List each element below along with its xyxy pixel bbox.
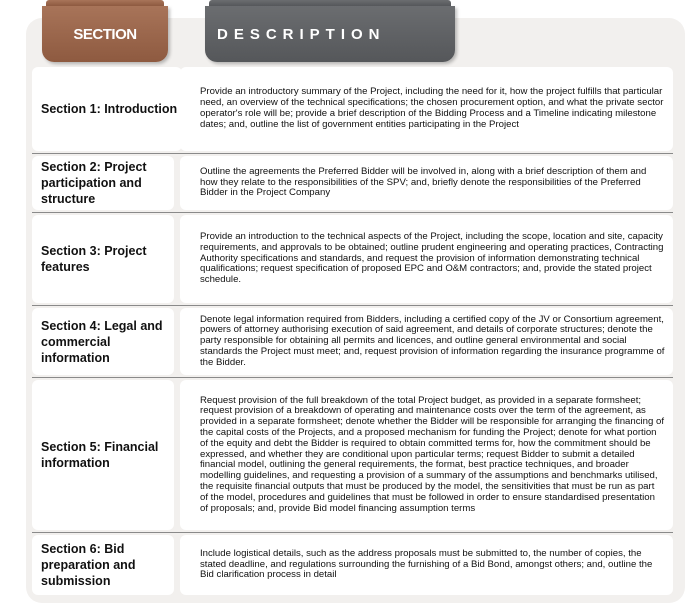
description-cell: Outline the agreements the Preferred Bidder will be involved in, along with a brief description of them and how they relate to the responsibilities of the SPV; and, briefly denote the responsibilities of the Preferred Bidder in the Project Company bbox=[180, 156, 673, 210]
description-cell: Request provision of the full breakdown of the total Project budget, as provided in a separate formsheet; request provision of a breakdown of operating and maintenance costs over the term of the agreement, as provided in a separate formsheet; denote whether the Bidder will be responsible for arranging the financing of the capital costs of the Projects, and a proposed mechanism for funding the Project; denote for what portion of the equity and debt the Bidder is required to obtain committed terms for, how the commitment should be expressed, and whether they are conditional upon particular terms; request Bidder to submit a detailed financial model, outlining the general requirements, the format, best practice techniques, and broader modelling guidelines, and requesting a provision of a summary of the assumptions and benchmarks utilised, the requisite financial outputs that must be produced by the model, the sensitivities that must be run as part of the model, procedures and guidelines that must be followed in order to ensure standardised presentation of proposals; and, provide Bid model financing assumption terms bbox=[180, 380, 673, 530]
row-divider bbox=[32, 212, 673, 213]
section-cell: Section 4: Legal and commercial information bbox=[32, 308, 174, 375]
section-cell: Section 2: Project participation and structure bbox=[32, 156, 174, 210]
description-cell: Provide an introduction to the technical aspects of the Project, including the scope, location and site, capacity requirements, and approvals to be obtained; outline prudent engineering and operating practices, Contracting Authority specifications and standards, and request the provision of information demonstrating technical qualifications; request specification of proposed EPC and O&M contractors; and, provide the stated project schedule. bbox=[180, 215, 673, 303]
row-divider bbox=[32, 305, 673, 306]
row-divider bbox=[32, 377, 673, 378]
description-cell: Denote legal information required from Bidders, including a certified copy of the JV or Consortium agreement, powers of attorney authorising execution of said agreement, and details of corporate structures; denote the party responsible for obtaining all permits and licences, and outline general environmental and social standards the Project must meet; and, request provision of information regarding the insurance programme of the Bidder. bbox=[180, 308, 673, 375]
description-cell: Include logistical details, such as the address proposals must be submitted to, the number of copies, the stated deadline, and regulations surrounding the furnishing of a Bid Bond, amongst others; and, outline the Bid clarification process in detail bbox=[180, 535, 673, 595]
description-header-tab: DESCRIPTION bbox=[205, 6, 455, 62]
section-cell: Section 6: Bid preparation and submission bbox=[32, 535, 174, 595]
table-row bbox=[32, 535, 673, 595]
section-cell: Section 5: Financial information bbox=[32, 380, 174, 530]
table-row bbox=[32, 215, 673, 303]
section-cell: Section 3: Project features bbox=[32, 215, 174, 303]
description-cell: Provide an introductory summary of the Project, including the need for it, how the project fulfills that particular need, an overview of the technical specifications; the chosen procurement option, and what the private sector operator's role will be; provide a brief description of the Bidding Process and a Timeline indicating milestone dates; and, outline the list of government entities participating in the Project bbox=[180, 67, 673, 151]
row-divider bbox=[32, 153, 673, 154]
table-row bbox=[32, 308, 673, 375]
table-row bbox=[32, 380, 673, 530]
row-divider bbox=[32, 532, 673, 533]
section-header-tab: SECTION bbox=[42, 6, 168, 62]
table-row bbox=[32, 67, 673, 151]
section-cell: Section 1: Introduction bbox=[32, 67, 182, 151]
table-row bbox=[32, 156, 673, 210]
